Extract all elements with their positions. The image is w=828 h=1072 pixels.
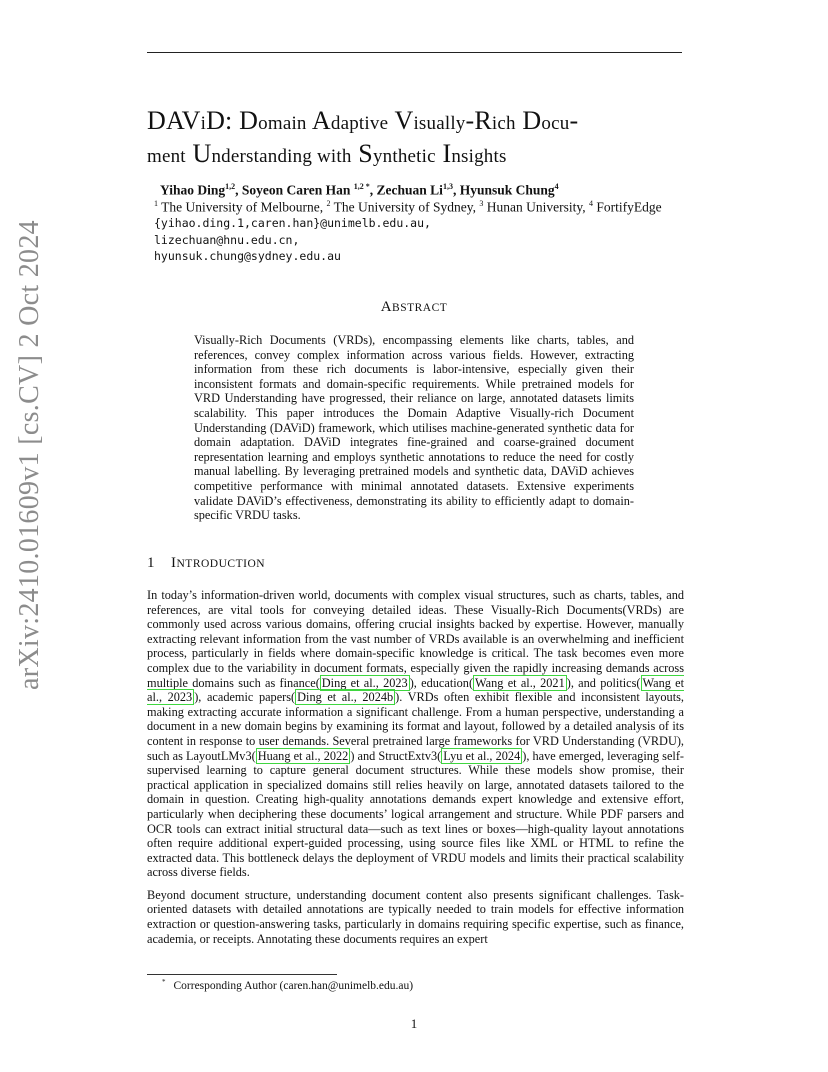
author-name: Soyeon Caren Han <box>241 182 351 198</box>
title-line-2: ment Understanding with Synthetic Insights <box>147 139 507 168</box>
intro-body <box>147 588 684 954</box>
paragraph-text: ), education( <box>409 675 474 690</box>
citation-link[interactable]: Huang et al., 2022 <box>257 748 349 763</box>
intro-paragraph <box>147 588 684 880</box>
page-number: 1 <box>410 1016 418 1031</box>
paragraph-text: ) and StructExtv3( <box>350 748 442 763</box>
citation-link[interactable]: Ding et al., 2024b <box>297 690 394 705</box>
footnote: * Corresponding Author (caren.han@unimelb.edu.au) <box>162 978 414 992</box>
arxiv-stamp: arXiv:2410.01609v1 [cs.CV] 2 Oct 2024 <box>14 220 45 690</box>
section-heading: 1 INTRODUCTION <box>147 555 266 571</box>
paragraph-text: In today’s information-driven world, documents with complex visual structures, such as charts, tables, and references, are vital tools for conveying detailed ideas. These Visually-Rich Documents(VRDs) are commonly used across various domains, offering crucial insights backed by expertise. However, manually extracting relevant information from the vast number of VRDs available is an overwhelming and inefficient process, particularly in fields where domain-specific knowledge is critical. The task becomes even more complex due to the variability in document formats, especially given the rapidly increasing demands across multiple domains such as finance( <box>147 588 684 690</box>
footnote-rule <box>147 974 337 975</box>
title-line-1: DAViD: Domain Adaptive Visually-Rich Docu- <box>147 106 579 135</box>
citation-link[interactable]: Wang et al., 2021 <box>475 675 565 690</box>
author-name: Yihao Ding <box>160 182 226 198</box>
paragraph-text: ), academic papers( <box>194 690 296 705</box>
email-line: hyunsuk.chung@sydney.edu.au <box>154 249 341 263</box>
author-name: Hyunsuk Chung <box>459 182 555 198</box>
affiliations: $^1$ The University of Melbourne, $^2$ The University of Sydney, $^3$ Hunan University, $^4$ FortifyEdge <box>154 199 662 215</box>
abstract-text: Visually-Rich Documents (VRDs), encompassing elements like charts, tables, and references, convey complex information across various fields. However, extracting information from these rich documents is labor-intensive, especially given their inconsistent formats and domain-specific requirements. While pretrained models for VRD Understanding have progressed, their reliance on large, annotated datasets limits scalability. This paper introduces the Domain Adaptive Visually-rich Document Understanding (DAViD) framework, which utilises machine-generated synthetic data for domain adaptation. DAViD integrates fine-grained and coarse-grained document representation learning and employs synthetic annotations to reduce the need for costly manual labelling. By leveraging pretrained models and synthetic data, DAViD achieves competitive performance with minimal annotated datasets. Extensive experiments validate DAViD’s effectiveness, demonstrating its ability to efficiently adapt to domain-specific VRDU tasks. <box>194 333 634 523</box>
abstract-heading: ABSTRACT <box>380 299 448 315</box>
email-line: {yihao.ding.1,caren.han}@unimelb.edu.au, <box>154 216 431 230</box>
author-name: Zechuan Li <box>376 182 443 198</box>
paragraph-text: ), have emerged, leveraging self-supervised learning to capture general document structures. While these models show promise, their practical application in specialized domains still relies heavily on large, annotated datasets tailored to the domain in question. Creating high-quality annotations demands expert knowledge and extensive effort, particularly when deciphering these documents’ logical arrangement and structure. While PDF parsers and OCR tools can extract initial structural data—such as text lines or boxes—high-quality layout annotations often require additional expert-guided processing, using source files like XML or HTML to refine the extracted data. This bottleneck delays the deployment of VRDU models and limits their practical scalability across diverse fields. <box>147 748 685 880</box>
paragraph-text: ), and politics( <box>566 675 641 690</box>
intro-paragraph: Beyond document structure, understanding document content also presents significant challenges. Task-oriented datasets with detailed annotations are typically needed to train models for effective information extraction or question-answering tasks, particularly in domains requiring specific expertise, such as finance, academia, or receipts. Annotating these documents requires an expert <box>147 887 684 946</box>
paper-title <box>147 106 692 172</box>
citation-link[interactable]: Lyu et al., 2024 <box>443 748 521 763</box>
citation-link[interactable]: Wang et al., 2023 <box>147 675 685 705</box>
author-list: Yihao Ding$^{1,2}$, Soyeon Caren Han $^{1,2 *}$, Zechuan Li$^{1,3}$, Hyunsuk Chung$^4$ <box>160 182 559 198</box>
citation-link[interactable]: Ding et al., 2023 <box>321 675 408 690</box>
email-line: lizechuan@hnu.edu.cn, <box>154 233 300 247</box>
paragraph-text: ). VRDs often exhibit flexible and inconsistent layouts, making extracting accurate information a significant challenge. From a human perspective, understanding a document in a new domain begins by examining its format and layout, followed by a detailed analysis of its content in response to user demands. Several pretrained large frameworks for VRD Understanding (VRDU), such as LayoutLMv3( <box>147 690 684 763</box>
header-rule <box>147 52 682 53</box>
